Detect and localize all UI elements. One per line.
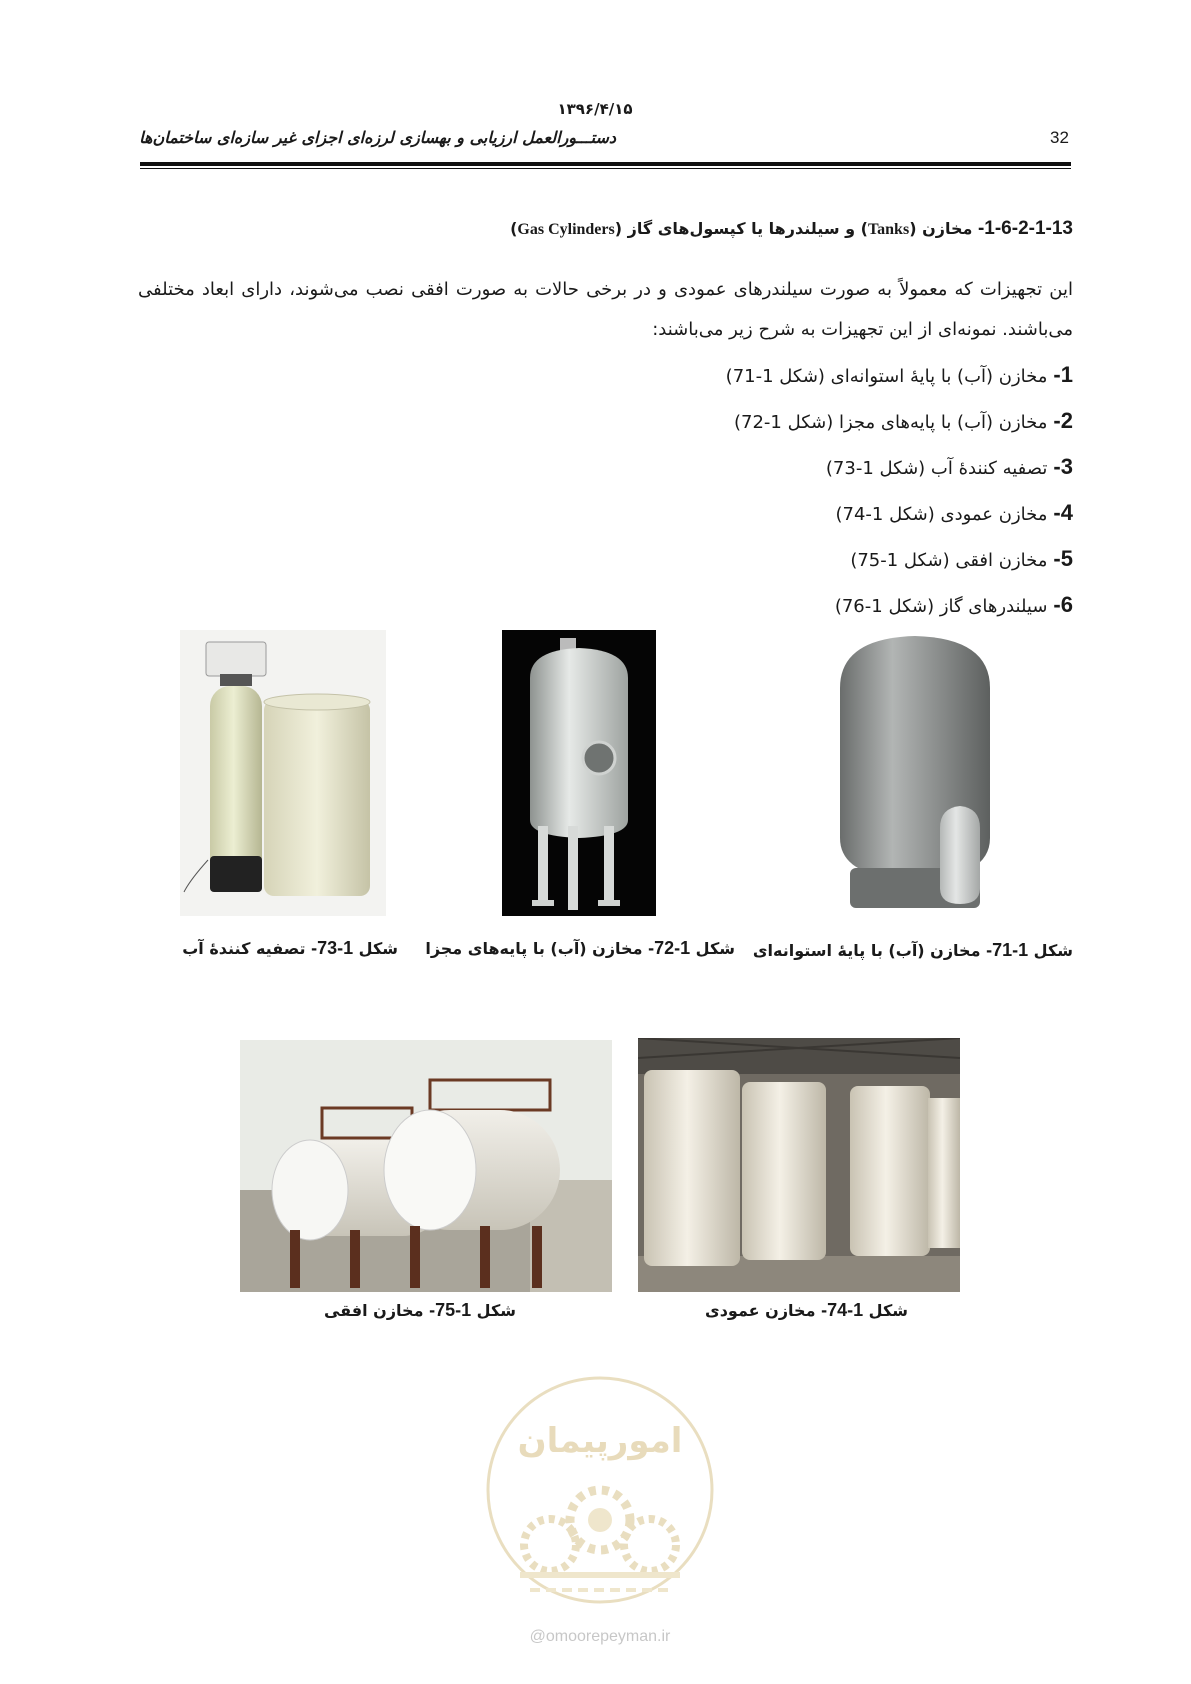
- caption-text: مخازن (آب) با پایهٔ استوانه‌ای: [752, 941, 987, 960]
- header-date: ۱۳۹۶/۴/۱۵: [557, 100, 633, 118]
- caption-number: 1-71-: [986, 940, 1029, 960]
- caption-text: تصفیه کنندهٔ آب: [182, 939, 312, 958]
- section-title-part: مخازن (: [909, 219, 978, 238]
- section-title-en: Tanks: [867, 221, 910, 238]
- list-item: [826, 454, 1073, 480]
- caption-prefix: شکل: [471, 1301, 516, 1320]
- list-text: مخازن افقی (شکل 1-75): [850, 550, 1048, 571]
- watermark-site: @omoorepeyman.ir: [529, 1628, 671, 1645]
- figure-caption: [425, 938, 735, 959]
- caption-prefix: شکل: [690, 939, 735, 958]
- list-marker: 3-: [1053, 454, 1073, 479]
- list-item: [835, 500, 1073, 526]
- figure-caption: [753, 940, 1073, 961]
- figure-horizontal-tanks-image: [240, 1040, 612, 1292]
- figure-caption: [324, 1300, 516, 1321]
- caption-text: مخازن عمودی: [705, 1301, 822, 1320]
- list-marker: 6-: [1053, 592, 1073, 617]
- section-title-part: ) و سیلندرها یا کپسول‌های گاز (: [614, 219, 868, 238]
- list-item: [835, 592, 1073, 618]
- list-marker: 1-: [1053, 362, 1073, 387]
- list-marker: 5-: [1053, 546, 1073, 571]
- list-marker: 4-: [1053, 500, 1073, 525]
- header-title: دستـــورالعمل ارزیابی و بهسازی لرزه‌ای اجزای غیر سازه‌ای ساختمان‌ها: [139, 128, 616, 147]
- figure-caption: [182, 938, 398, 959]
- watermark-logo: [480, 1370, 720, 1650]
- page-number: 32: [1050, 128, 1069, 147]
- list-item: [726, 362, 1073, 388]
- caption-number: 1-73-: [311, 938, 354, 958]
- header-rule: [140, 162, 1071, 166]
- caption-number: 1-74-: [821, 1300, 864, 1320]
- figure-tank-cylindrical-base-image: [820, 628, 1010, 918]
- figure-water-softener-image: [180, 630, 386, 916]
- figure-tank-legs-image: [502, 630, 656, 916]
- header-rule-thin: [140, 168, 1071, 169]
- list-text: مخازن (آب) با پایهٔ استوانه‌ای (شکل 1-71): [725, 366, 1048, 387]
- list-item: [850, 546, 1073, 572]
- section-number: 1-6-2-1-13-: [977, 218, 1073, 239]
- section-title-part: ): [510, 219, 518, 238]
- list-marker: 2-: [1053, 408, 1073, 433]
- list-item: [734, 408, 1073, 434]
- list-text: مخازن عمودی (شکل 1-74): [835, 504, 1048, 525]
- list-text: تصفیه کنندهٔ آب (شکل 1-73): [825, 458, 1048, 479]
- caption-number: 1-72-: [648, 938, 691, 958]
- caption-prefix: شکل: [863, 1301, 908, 1320]
- svg-text:امورپیمان: امورپیمان: [517, 1421, 683, 1461]
- caption-prefix: شکل: [1028, 941, 1073, 960]
- section-title-en: Gas Cylinders: [517, 221, 615, 238]
- caption-text: مخازن (آب) با پایه‌های مجزا: [425, 939, 649, 958]
- caption-number: 1-75-: [429, 1300, 472, 1320]
- list-text: مخازن (آب) با پایه‌های مجزا (شکل 1-72): [733, 412, 1048, 433]
- figure-caption: [705, 1300, 908, 1321]
- list-text: سیلندرهای گاز (شکل 1-76): [834, 596, 1048, 617]
- caption-text: مخازن افقی: [323, 1301, 430, 1320]
- body-paragraph: این تجهیزات که معمولاً به صورت سیلندرهای عمودی و در برخی حالات به صورت افقی نصب می‌شوند، دارای ابعاد مختلفی می‌باشند. نمونه‌ای از این تجهیزات به شرح زیر می‌باشند:: [138, 279, 1073, 340]
- figure-vertical-tanks-image: [638, 1038, 960, 1292]
- section-heading: [510, 218, 1073, 240]
- caption-prefix: شکل: [353, 939, 398, 958]
